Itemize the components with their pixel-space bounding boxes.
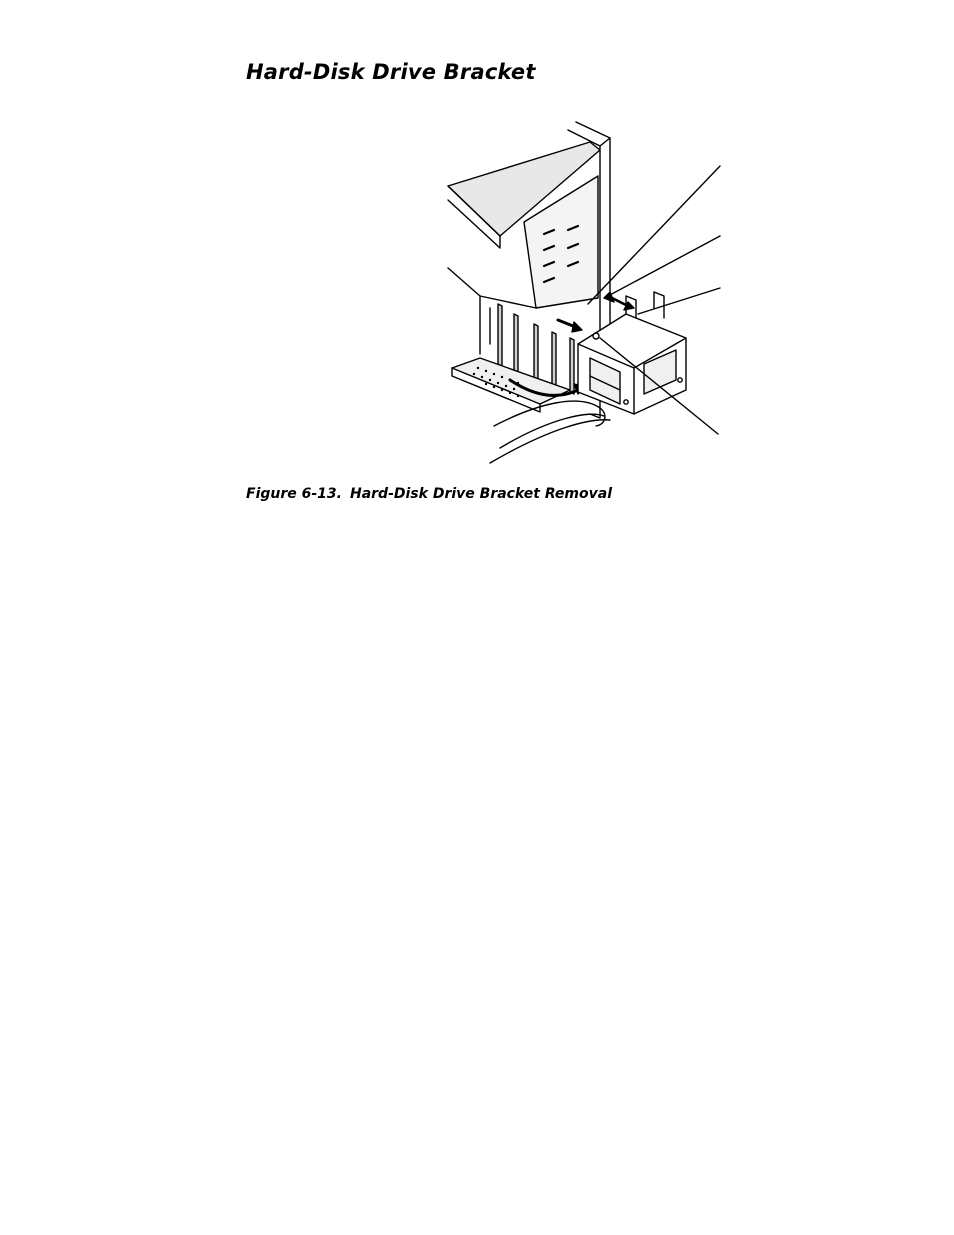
figure-title: Hard-Disk Drive Bracket Removal: [349, 486, 612, 502]
figure-caption: [246, 486, 612, 502]
section-heading: Hard-Disk Drive Bracket: [246, 60, 536, 84]
hard-disk-bracket-illustration: [440, 118, 730, 473]
figure-number: Figure 6-13.: [246, 486, 342, 502]
